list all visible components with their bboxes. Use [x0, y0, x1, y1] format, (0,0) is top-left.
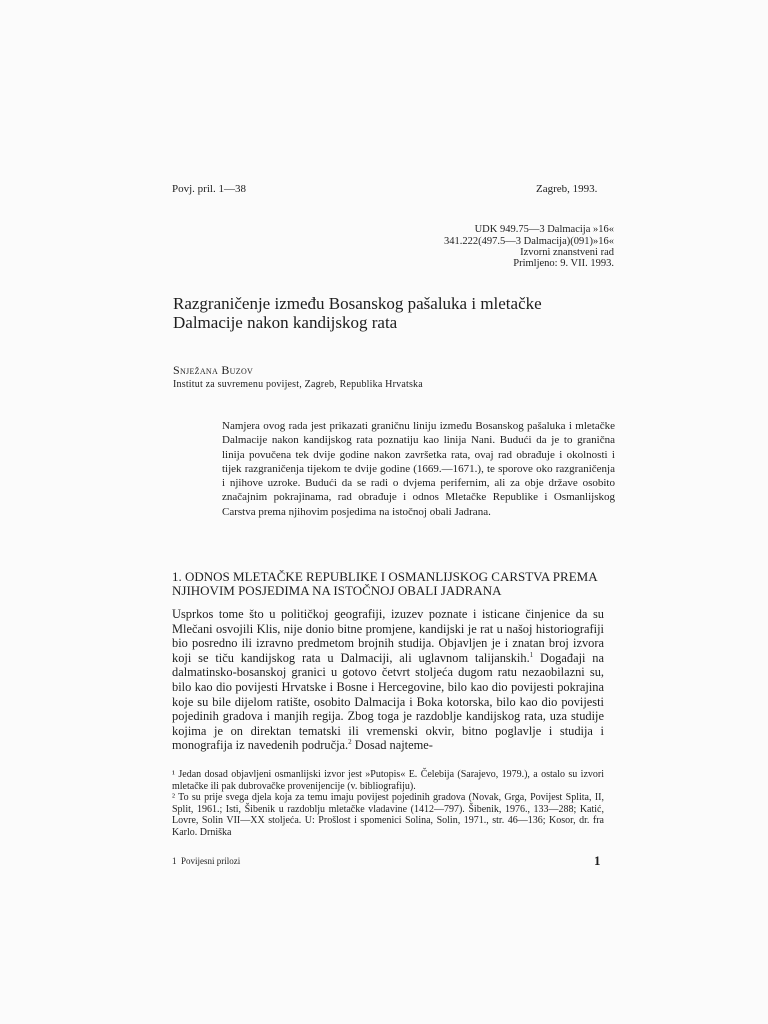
body-text-2: Događaji na dalmatinsko-bosanskoj granici u gotovo četvrt stoljeća dugom ratu nezaobilazni su, bilo kao dio povijesti Hrvatske i Bosne i Hercegovine, bilo kao dio povijesti pokrajina koje su bile dijelom ratište, osobito Dalmacija i Boka kotorska, bilo kao dio povijesti pojedinih gradova i manjih regija. Zbog toga je razdoblje kandijskog rata, uza studije kojima je on direktan tematski ili vremenski okvir, bitno poglavlje i studija i monografija iz navedenih područja.	[172, 650, 605, 753]
body-text-1: Usprkos tome što u političkoj geografiji, izuzev poznate i isticane činjenice da su Mlečani osvojili Klis, nije donio bitne promjene, kandijski je rat u našoj historiografiji bio posredno ili izravno predmetom brojnih studija. Objavljen je i znatan broj izvora koji se tiču kandijskog rata u Dalmaciji, ali uglavnom talijanskih.	[172, 607, 604, 665]
section-heading: 1. ODNOS MLETAČKE REPUBLIKE I OSMANLIJSKOG CARSTVA PREMA NJIHOVIM POSJEDIMA NA ISTOČNOJ OBALI JADRANA	[172, 569, 597, 598]
received-date: Primljeno: 9. VII. 1993.	[513, 258, 614, 269]
footnote-2: ² To su prije svega djela koja za temu imaju povijest pojedinih gradova (Novak, Grga, Povijest Splita, II, Split, 1961.; Isti, Šibenik u razdoblju mletačke vladavine (1412—797). Šibenik, 1976., 133—288; Katić, Lovre, Solin VII—XX stoljeća. U: Prošlost i spomenici Solina, Solin, 1971., str. 46—136; Kosor, dr. fra Karlo. Drniška	[172, 792, 604, 838]
footnotes	[172, 769, 604, 839]
paper-title: Razgraničenje između Bosanskog pašaluka i mletačke Dalmacije nakon kandijskog rata	[173, 294, 542, 332]
footer-signature: 1 Povijesni prilozi	[172, 856, 241, 866]
body-paragraph	[172, 607, 604, 753]
footnote-ref-1[interactable]: 1	[529, 650, 534, 659]
journal-reference: Povj. pril. 1—38	[172, 183, 246, 195]
publication-place-date: Zagreb, 1993.	[536, 183, 598, 195]
paper-type: Izvorni znanstveni rad	[520, 247, 614, 258]
udk-line-2: 341.222(497.5—3 Dalmacija)(091)»16«	[443, 236, 614, 247]
author-name: Snježana Buzov	[173, 363, 254, 377]
author-affiliation: Institut za suvremenu povijest, Zagreb, Republika Hrvatska	[173, 379, 423, 390]
udk-line-1: UDK 949.75—3 Dalmacija »16«	[474, 224, 614, 235]
footnote-ref-2[interactable]: 2	[348, 738, 352, 747]
page-number: 1	[594, 853, 601, 868]
abstract: Namjera ovog rada jest prikazati graničnu liniju između Bosanskog pašaluka i mletačke Dalmacije nakon kandijskog rata poznatiju kao linija Nani. Budući da je to granična linija povučena tek dvije godine nakon završetka rata, ovaj rad obrađuje i okolnosti i tijek razgraničenja tijekom te dvije godine (1669.—1671.), te sporove oko razgraničenja i njihove uzroke. Budući da se radi o dvjema perifernim, ali za obje države osobito značajnim pokrajinama, rad obrađuje i odnos Mletačke Republike i Osmanlijskog Carstva prema njihovim posjedima na istočnoj obali Jadrana.	[222, 420, 615, 518]
footnote-1: ¹ Jedan dosad objavljeni osmanlijski izvor jest »Putopis« E. Čelebija (Sarajevo, 1979.), a ostalo su izvori mletačke ili pak dubrovačke provenijencije (v. bibliografiju).	[172, 769, 604, 792]
body-text-3: Dosad najteme-	[351, 738, 433, 753]
